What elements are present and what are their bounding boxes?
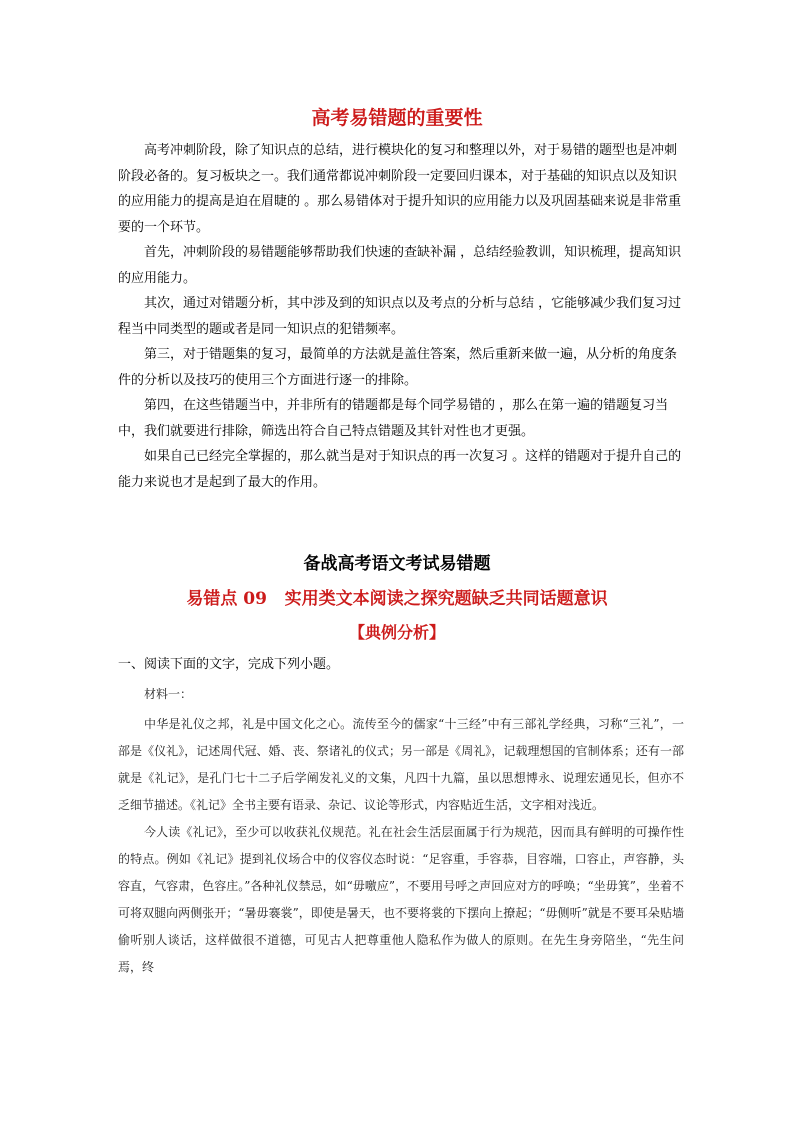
question-prompt: 一、阅读下面的文字，完成下列小题。 [118, 657, 340, 672]
intro-section [118, 138, 684, 495]
reading-material [118, 681, 684, 981]
intro-paragraph-1: 高考冲刺阶段，除了知识点的总结，进行模块化的复习和整理以外，对于易错的题型也是冲刺阶段必备的。复习板块之一。我们通常都说冲刺阶段一定要回归课本，对于基础的知识点以及知识的应用能力的提高是迫在眉睫的 。那么易错体对于提升知识的应用能力以及巩固基础来说是非常重要的一个环节。 [118, 143, 682, 235]
error-point-heading: 易错点 09 实用类文本阅读之探究题缺乏共同话题意识 [186, 589, 608, 609]
intro-paragraph-3: 其次，通过对错题分析，其中涉及到的知识点以及考点的分析与总结 ，它能够减少我们复习过程当中同类型的题或者是同一知识点的犯错频率。 [118, 296, 682, 337]
material-label: 材料一： [144, 687, 193, 701]
intro-paragraph-5: 第四，在这些错题当中，并非所有的错题都是每个同学易错的 ，那么在第一遍的错题复习当中，我们就要进行排除，筛选出符合自己特点错题及其针对性也才更强。 [118, 398, 669, 439]
material-paragraph-1: 中华是礼仪之邦，礼是中国文化之心。流传至今的儒家“十三经”中有三部礼学经典，习称“三礼”，一部是《仪礼》，记述周代冠、婚、丧、祭诸礼的仪式；另一部是《周礼》，记载理想国的官制体系；还有一部就是《礼记》，是孔门七十二子后学阐发礼义的文集，凡四十九篇，虽以思想博永、说理宏通见长，但亦不乏细节描述。《礼记》全书主要有语录、杂记、议论等形式，内容贴近生活，文字相对浅近。 [118, 717, 684, 812]
intro-paragraph-4: 第三，对于错题集的复习，最简单的方法就是盖住答案，然后重新来做一遍，从分析的角度条件的分析以及技巧的使用三个方面进行逐一的排除。 [118, 347, 678, 388]
page-title: 高考易错题的重要性 [311, 107, 483, 129]
intro-paragraph-6: 如果自己已经完全掌握的，那么就当是对于知识点的再一次复习 。这样的错题对于提升自己的能力来说也才是起到了最大的作用。 [118, 449, 682, 490]
intro-paragraph-2: 首先，冲刺阶段的易错题能够帮助我们快速的查缺补漏 ，总结经验教训，知识梳理，提高知识的应用能力。 [118, 245, 682, 286]
material-paragraph-2: 今人读《礼记》，至少可以收获礼仪规范。礼在社会生活层面属于行为规范，因而具有鲜明的可操作性的特点。例如《礼记》提到礼仪场合中的仪容仪态时说：“足容重，手容恭，目容端，口容止，声容静，头容直，气容肃，色容庄。”各种礼仪禁忌，如“毋噭应”，不要用号呼之声回应对方的呼唤；“坐毋箕”，坐着不可将双腿向两侧张开；“暑毋褰裳”，即使是暑天，也不要将裳的下摆向上撩起；“毋侧听”就是不要耳朵贴墙偷听别人谈话，这样做很不道德，可见古人把尊重他人隐私作为做人的原则。在先生身旁陪坐，“先生问焉，终 [118, 825, 684, 974]
typical-analysis-heading: 【典例分析】 [348, 623, 445, 642]
exam-prep-heading: 备战高考语文考试易错题 [303, 554, 491, 574]
